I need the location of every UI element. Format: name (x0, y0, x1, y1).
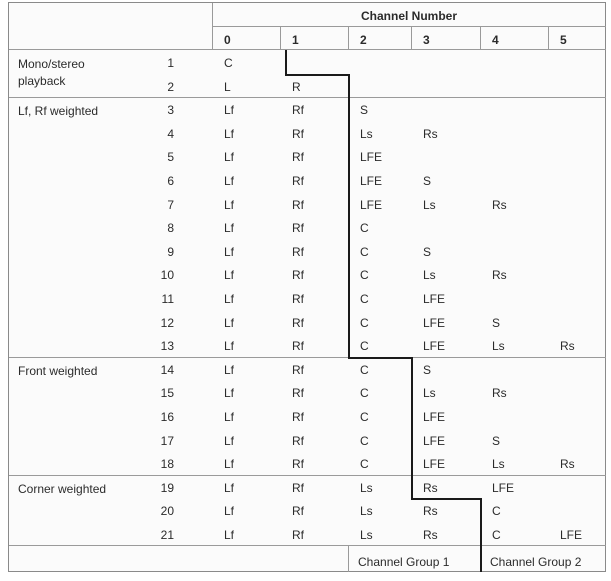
row-number: 21 (160, 528, 174, 542)
row-number: 9 (167, 244, 174, 259)
group-separator (9, 357, 606, 358)
group-label-line: playback (18, 74, 66, 88)
channel-cell: C (360, 339, 369, 354)
row-number: 19 (160, 480, 174, 495)
channel-cell: S (423, 362, 432, 377)
channel-cell: S (492, 433, 501, 448)
channel-cell: Ls (360, 126, 373, 141)
channel-cell: C (492, 528, 501, 542)
channel-cell: Rs (492, 197, 507, 212)
boundary-segment (285, 74, 350, 76)
channel-cell: Lf (224, 126, 235, 141)
channel-cell: C (360, 315, 369, 330)
channel-cell: Lf (224, 386, 235, 401)
row-number: 17 (160, 433, 174, 448)
row-number: 12 (160, 315, 174, 330)
channel-cell: Rf (292, 221, 304, 236)
channel-group-1-label: Channel Group 1 (358, 555, 450, 569)
channel-cell: Lf (224, 197, 235, 212)
channel-cell: Lf (224, 315, 235, 330)
row-number: 8 (167, 221, 174, 236)
row-number: 20 (160, 504, 174, 519)
row-number: 11 (161, 292, 174, 306)
channel-cell: LFE (560, 528, 583, 542)
row-number: 6 (167, 174, 174, 188)
channel-cell: Lf (224, 528, 235, 542)
column-header-3: 3 (423, 33, 430, 47)
channel-cell: Rf (292, 504, 304, 519)
channel-cell: C (360, 386, 369, 401)
header-column-divider (548, 26, 549, 49)
channel-cell: C (360, 457, 369, 472)
channel-cell: LFE (423, 457, 446, 472)
channel-cell: Ls (360, 528, 373, 542)
header-column-divider (411, 26, 412, 49)
row-number: 15 (160, 386, 174, 401)
channel-cell: C (360, 292, 369, 306)
channel-cell: Rf (292, 410, 304, 424)
group-label-line: Corner weighted (18, 481, 107, 496)
channel-cell: Rs (423, 480, 438, 495)
channel-cell: C (224, 56, 233, 70)
group-label-line: Front weighted (18, 363, 98, 378)
channel-cell: Lf (224, 221, 235, 236)
channel-cell: S (423, 174, 432, 188)
group-separator (9, 475, 606, 476)
row-number: 2 (167, 79, 174, 94)
header-column-divider (348, 26, 349, 49)
boundary-segment (348, 74, 350, 357)
channel-number-header: Channel Number (360, 9, 457, 23)
channel-cell: Ls (360, 480, 373, 495)
channel-cell: Ls (423, 268, 436, 283)
row-number-divider (212, 26, 213, 50)
column-header-0: 0 (224, 33, 231, 47)
group-label-line: Mono/stereo (18, 57, 85, 71)
row-number: 7 (167, 197, 174, 212)
channel-cell: C (360, 268, 369, 283)
row-number: 18 (160, 457, 174, 472)
group-label-line: Lf, Rf weighted (18, 104, 99, 119)
channel-cell: LFE (423, 315, 446, 330)
channel-cell: C (360, 362, 369, 377)
channel-cell: LFE (423, 339, 446, 354)
channel-cell: Rf (292, 244, 304, 259)
row-number: 16 (160, 410, 174, 424)
channel-cell: Rs (423, 504, 438, 519)
group-separator (9, 97, 606, 98)
channel-cell: Lf (224, 150, 235, 165)
channel-cell: Rf (292, 315, 304, 330)
channel-cell: Rf (292, 174, 304, 188)
channel-cell: C (360, 433, 369, 448)
channel-cell: Rf (292, 150, 304, 165)
row-number: 5 (167, 150, 174, 165)
channel-cell: LFE (423, 433, 446, 448)
channel-cell: LFE (360, 197, 383, 212)
channel-cell: Rf (292, 126, 304, 141)
row-number: 14 (160, 362, 174, 377)
channel-cell: Rf (292, 362, 304, 377)
channel-cell: Ls (492, 457, 505, 472)
channel-group-2-label: Channel Group 2 (490, 555, 582, 569)
channel-cell: Lf (224, 410, 235, 424)
channel-cell: S (423, 244, 432, 259)
channel-cell: L (224, 79, 231, 94)
row-number: 10 (160, 268, 174, 283)
channel-cell: Lf (224, 244, 235, 259)
channel-cell: C (360, 221, 369, 236)
channel-cell: Ls (423, 386, 436, 401)
channel-cell: S (360, 103, 369, 118)
group-label (18, 481, 106, 498)
channel-cell: Rf (292, 197, 304, 212)
channel-cell: C (492, 504, 501, 519)
channel-cell: Lf (224, 268, 235, 283)
channel-cell: Rs (492, 386, 507, 401)
channel-cell: Rs (423, 126, 438, 141)
channel-cell: Rf (292, 292, 304, 306)
channel-cell: Rf (292, 268, 304, 283)
boundary-segment (411, 357, 413, 499)
boundary-segment (480, 498, 482, 572)
group-label (18, 363, 97, 380)
channel-cell: Rf (292, 339, 304, 354)
channel-cell: Ls (360, 504, 373, 519)
channel-cell: C (360, 410, 369, 424)
channel-cell: Ls (423, 197, 436, 212)
channel-cell: LFE (423, 292, 446, 306)
column-header-2: 2 (360, 33, 367, 47)
channel-cell: Rf (292, 386, 304, 401)
group-label (18, 56, 85, 90)
channel-cell: Rf (292, 457, 304, 472)
header-divider (212, 26, 606, 27)
channel-cell: Lf (224, 433, 235, 448)
channel-cell: Rs (560, 457, 575, 472)
channel-cell: Rs (423, 528, 438, 542)
column-header-5: 5 (560, 33, 567, 47)
channel-cell: Rs (560, 339, 575, 354)
channel-cell: LFE (360, 174, 383, 188)
row-number: 13 (160, 339, 174, 354)
channel-cell: Lf (224, 174, 235, 188)
channel-cell: Lf (224, 457, 235, 472)
channel-cell: Rs (492, 268, 507, 283)
channel-cell: Lf (224, 103, 235, 118)
channel-cell: R (292, 79, 301, 94)
channel-cell: LFE (423, 410, 446, 424)
channel-cell: LFE (492, 480, 515, 495)
row-number: 1 (167, 56, 174, 70)
header-column-divider (212, 3, 213, 26)
channel-cell: Rf (292, 433, 304, 448)
channel-cell: LFE (360, 150, 383, 165)
channel-cell: Lf (224, 292, 235, 306)
channel-cell: Rf (292, 480, 304, 495)
channel-assignment-table (8, 2, 606, 572)
boundary-segment (285, 50, 287, 74)
column-header-4: 4 (492, 33, 499, 47)
column-header-1: 1 (292, 33, 299, 47)
channel-cell: Rf (292, 528, 304, 542)
channel-cell: Lf (224, 339, 235, 354)
channel-cell: S (492, 315, 501, 330)
row-number: 4 (167, 126, 174, 141)
group-label (18, 103, 98, 120)
channel-cell: C (360, 244, 369, 259)
channel-cell: Lf (224, 362, 235, 377)
header-column-divider (480, 26, 481, 49)
channel-cell: Ls (492, 339, 505, 354)
header-bottom-rule (9, 49, 606, 50)
footer-divider (348, 545, 349, 572)
channel-cell: Lf (224, 504, 235, 519)
footer-rule (9, 545, 606, 546)
header-column-divider (280, 26, 281, 49)
boundary-segment (411, 498, 482, 500)
row-number: 3 (167, 103, 174, 118)
channel-cell: Lf (224, 480, 235, 495)
channel-cell: Rf (292, 103, 304, 118)
boundary-segment (348, 357, 413, 359)
